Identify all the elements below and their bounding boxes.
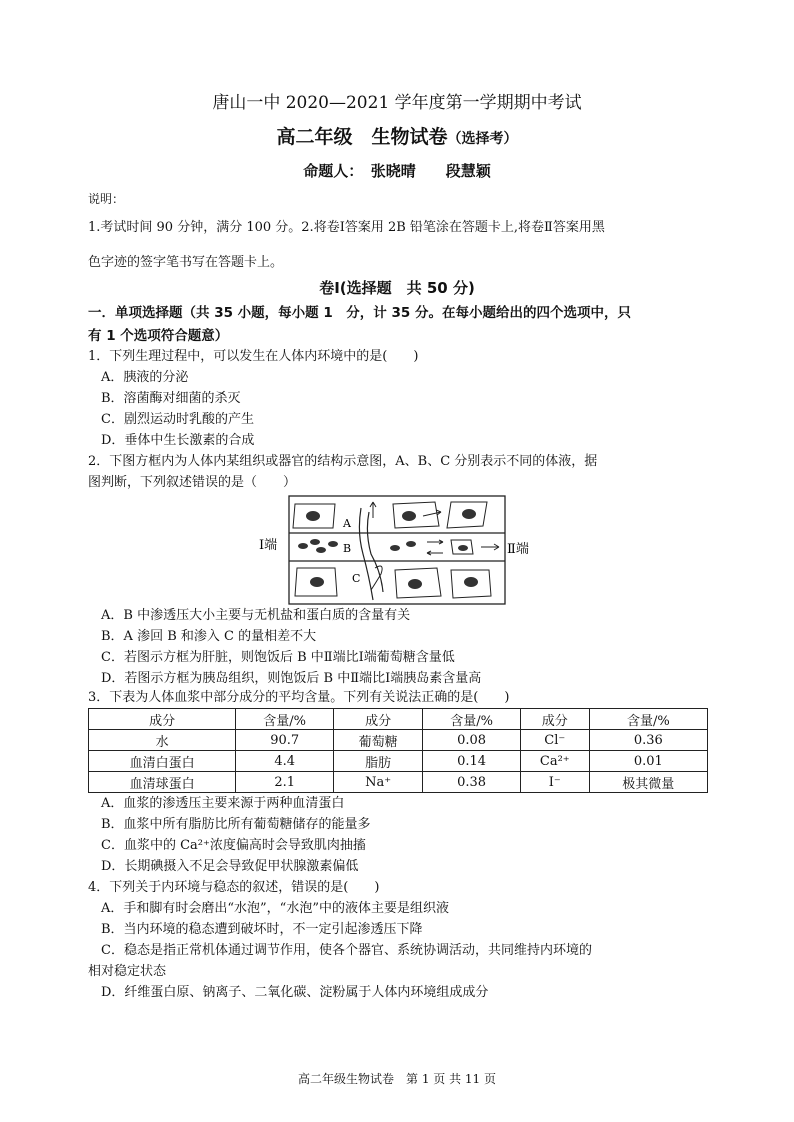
table-cell: 0.14: [423, 751, 521, 772]
nucleus-bottom-3: [464, 577, 478, 587]
question-3-stem: 3．下表为人体血浆中部分成分的平均含量。下列有关说法正确的是( ): [88, 690, 510, 705]
table-cell: 4.4: [236, 751, 334, 772]
question-1-option-a: A．胰液的分泌: [101, 370, 189, 385]
part-heading-line-1: 一．单项选择题（共 35 小题，每小题 1 分，计 35 分。在每小题给出的四个选项中，只: [88, 305, 631, 321]
question-3-option-a: A．血浆的渗透压主要来源于两种血清蛋白: [101, 796, 345, 811]
table-cell: 2.1: [236, 772, 334, 793]
question-4-option-d: D．纤维蛋白原、钠离子、二氧化碳、淀粉属于人体内环境组成成分: [101, 985, 489, 1000]
nucleus-top-1: [306, 511, 320, 521]
table-row: [89, 730, 708, 751]
table-cell: Ca²⁺: [520, 751, 589, 772]
plasma-composition-table: [88, 708, 708, 793]
table-cell: 水: [89, 730, 236, 751]
blood-cell-7-core: [458, 545, 468, 551]
nucleus-bottom-2: [408, 579, 422, 589]
question-4-option-a: A．手和脚有时会磨出“水泡”，“水泡”中的液体主要是组织液: [101, 901, 449, 916]
page-footer: 高二年级生物试卷 第 1 页 共 11 页: [298, 1072, 496, 1086]
table-header-cell: 成分: [520, 709, 589, 730]
question-2-option-b: B．A 渗回 B 和渗入 C 的量相差不大: [101, 629, 317, 644]
blood-cell-5: [390, 545, 400, 551]
question-3-option-c: C．血浆中的 Ca²⁺浓度偏高时会导致肌肉抽搐: [101, 838, 366, 853]
question-1-option-d: D．垂体中生长激素的合成: [101, 433, 255, 448]
question-4-option-c: C．稳态是指正常机体通过调节作用，使各个器官、系统协调活动，共同维持内环境的: [101, 943, 592, 958]
question-3-option-d: D．长期碘摄入不足会导致促甲状腺激素偏低: [101, 859, 359, 874]
lymphatic-vessel: [359, 508, 383, 600]
exam-authors: 命题人： 张晓晴 段慧颖: [303, 162, 491, 180]
subtitle-main: 高二年级 生物试卷: [276, 126, 448, 148]
blood-cell-1: [298, 543, 308, 549]
table-cell: 0.38: [423, 772, 521, 793]
instructions-line-1: 1.考试时间 90 分钟，满分 100 分。2.将卷Ⅰ答案用 2B 铅笔涂在答题卡上,将卷Ⅱ答案用黑: [88, 220, 605, 235]
question-2-option-a: A．B 中渗透压大小主要与无机盐和蛋白质的含量有关: [101, 608, 411, 623]
question-3-option-b: B．血浆中所有脂肪比所有葡萄糖储存的能量多: [101, 817, 371, 832]
table-header-cell: 含量/%: [423, 709, 521, 730]
table-header-cell: 成分: [89, 709, 236, 730]
question-2-stem-line-2: 图判断，下列叙述错误的是（ ）: [88, 475, 297, 490]
nucleus-top-2: [402, 511, 416, 521]
exam-subtitle: [0, 122, 794, 149]
question-4-option-c-continued: 相对稳定状态: [88, 964, 167, 979]
nucleus-bottom-1: [310, 577, 324, 587]
blood-cell-4: [328, 541, 338, 547]
figure-label-left-end: Ⅰ端: [259, 538, 278, 553]
table-header-cell: 含量/%: [589, 709, 707, 730]
instructions-line-2: 色字迹的签字笔书写在答题卡上。: [88, 255, 284, 270]
table-header-cell: 成分: [333, 709, 422, 730]
table-cell: 0.01: [589, 751, 707, 772]
table-header-cell: 含量/%: [236, 709, 334, 730]
question-1-option-c: C．剧烈运动时乳酸的产生: [101, 412, 254, 427]
subtitle-note: （选择考）: [447, 131, 518, 147]
question-1-stem: 1．下列生理过程中，可以发生在人体内环境中的是( ): [88, 349, 419, 364]
question-2-stem-line-1: 2．下图方框内为人体内某组织或器官的结构示意图，A、B、C 分别表示不同的体液，据: [88, 454, 598, 469]
question-4-option-b: B．当内环境的稳态遭到破坏时，不一定引起渗透压下降: [101, 922, 423, 937]
tissue-structure-diagram: [255, 492, 535, 608]
figure-label-b: B: [343, 542, 352, 555]
figure-label-right-end: Ⅱ端: [507, 542, 529, 557]
table-cell: 0.36: [589, 730, 707, 751]
blood-cell-6: [406, 541, 416, 547]
table-row: [89, 751, 708, 772]
question-4-stem: 4．下列关于内环境与稳态的叙述，错误的是( ): [88, 880, 380, 895]
figure-label-a: A: [343, 517, 351, 530]
section-title: 卷Ⅰ(选择题 共 50 分): [319, 279, 475, 297]
table-cell: Na⁺: [333, 772, 422, 793]
table-cell: 血清白蛋白: [89, 751, 236, 772]
instructions-label: 说明：: [88, 192, 125, 206]
question-2-option-d: D．若图示方框为胰岛组织，则饱饭后 B 中Ⅱ端比Ⅰ端胰岛素含量高: [101, 671, 482, 686]
part-heading-line-2: 有 1 个选项符合题意）: [88, 328, 229, 344]
table-cell: 90.7: [236, 730, 334, 751]
cell-top-2: [393, 502, 439, 528]
table-cell: Cl⁻: [520, 730, 589, 751]
table-cell: 0.08: [423, 730, 521, 751]
table-cell: I⁻: [520, 772, 589, 793]
table-cell: 极其微量: [589, 772, 707, 793]
question-1-option-b: B．溶菌酶对细菌的杀灭: [101, 391, 241, 406]
exam-title: 唐山一中 2020—2021 学年度第一学期期中考试: [212, 93, 582, 113]
table-header-row: [89, 709, 708, 730]
blood-cell-2: [316, 547, 326, 553]
table-cell: 葡萄糖: [333, 730, 422, 751]
table-cell: 脂肪: [333, 751, 422, 772]
figure-label-c: C: [352, 572, 361, 585]
table-row: [89, 772, 708, 793]
table-cell: 血清球蛋白: [89, 772, 236, 793]
question-2-option-c: C．若图示方框为肝脏，则饱饭后 B 中Ⅱ端比Ⅰ端葡萄糖含量低: [101, 650, 455, 665]
blood-cell-3: [310, 539, 320, 545]
nucleus-top-3: [462, 509, 476, 519]
